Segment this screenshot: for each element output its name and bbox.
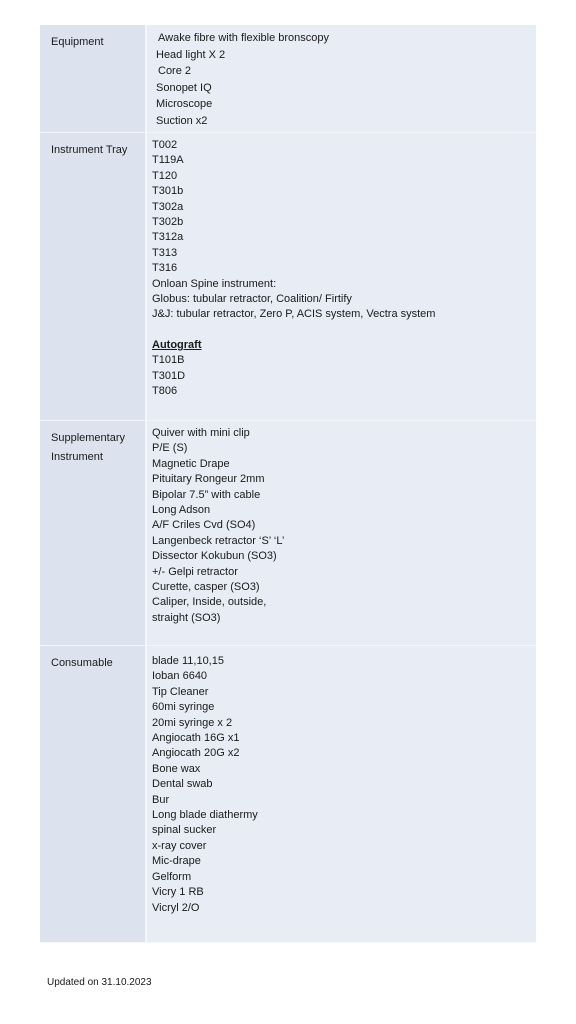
- list-item: Quiver with mini clip: [152, 427, 250, 439]
- list-item: Core 2: [158, 65, 192, 77]
- supplementary-list: [147, 421, 536, 645]
- list-item: T316: [152, 262, 178, 275]
- list-item: Magnetic Drape: [152, 457, 230, 470]
- row-label-supplementary: [40, 421, 147, 645]
- list-item: Awake fibre with flexible bronscopy: [158, 32, 329, 44]
- list-item: Curette, casper (SO3): [152, 581, 260, 594]
- list-item: Sonopet IQ: [156, 81, 212, 94]
- list-item: Head light X 2: [156, 48, 226, 61]
- list-item: Globus: tubular retractor, Coalition/ Firtify: [152, 293, 352, 306]
- autograft-heading: Autograft: [152, 338, 202, 351]
- list-item: T301D: [152, 369, 186, 382]
- table-row-supplementary: [40, 421, 536, 646]
- table-row-equipment: [40, 25, 536, 133]
- list-item: 60mi syringe: [152, 701, 215, 714]
- list-item: Angiocath 16G x1: [152, 732, 240, 745]
- list-item: P/E (S): [152, 442, 188, 455]
- list-item: Langenbeck retractor ‘S’ ‘L’: [152, 534, 285, 547]
- list-item: T301b: [152, 185, 184, 198]
- list-item: Gelform: [152, 870, 192, 883]
- list-item: Bur: [152, 793, 170, 806]
- list-item: Long blade diathermy: [152, 809, 258, 822]
- equipment-list: [147, 25, 536, 132]
- list-item: Bipolar 7.5” with cable: [152, 488, 261, 501]
- row-label-equipment: Equipment: [40, 25, 147, 132]
- list-item: Mic-drape: [152, 855, 201, 868]
- list-item: x-ray cover: [152, 839, 207, 852]
- list-item: Long Adson: [152, 504, 211, 517]
- list-item: +/- Gelpi retractor: [152, 565, 238, 578]
- list-item: spinal sucker: [152, 824, 217, 837]
- list-item: Microscope: [156, 98, 213, 110]
- list-item: Caliper, Inside, outside,: [152, 596, 267, 609]
- list-item: Vicry 1 RB: [152, 886, 204, 899]
- list-item: Dissector Kokubun (SO3): [152, 550, 277, 563]
- row-label-line: Instrument: [51, 451, 103, 463]
- row-label-consumable: Consumable: [40, 646, 147, 942]
- list-item: Pituitary Rongeur 2mm: [152, 473, 265, 486]
- list-item: T806: [152, 385, 178, 398]
- list-item: Vicryl 2/O: [152, 901, 200, 914]
- list-item: T119A: [152, 154, 184, 167]
- row-label-line: Supplementary: [51, 432, 125, 444]
- list-item: Bone wax: [152, 762, 201, 775]
- instrument-tray-list: [147, 133, 536, 420]
- list-item: Dental swab: [152, 778, 213, 791]
- list-item: Ioban 6640: [152, 670, 208, 683]
- list-item: 20mi syringe x 2: [152, 716, 233, 729]
- list-item: blade 11,10,15: [152, 655, 224, 667]
- updated-date-note: Updated on 31.10.2023: [47, 977, 152, 988]
- checklist-table: [40, 25, 536, 943]
- list-item: T313: [152, 246, 178, 259]
- row-label-instrument-tray: Instrument Tray: [40, 133, 147, 420]
- list-item: A/F Criles Cvd (SO4): [152, 519, 256, 532]
- table-row-consumable: [40, 646, 536, 943]
- list-item: T120: [152, 169, 178, 182]
- list-item: T312a: [152, 231, 184, 244]
- list-item: T101B: [152, 354, 185, 367]
- list-item: straight (SO3): [152, 611, 221, 624]
- list-item: T302a: [152, 200, 184, 213]
- list-item: Suction x2: [156, 114, 208, 127]
- list-item: Onloan Spine instrument:: [152, 277, 277, 290]
- list-item: T002: [152, 139, 178, 151]
- consumable-list: [147, 646, 536, 942]
- list-item: Tip Cleaner: [152, 685, 209, 698]
- list-item: T302b: [152, 216, 184, 229]
- list-item: Angiocath 20G x2: [152, 747, 240, 760]
- table-row-instrument-tray: [40, 133, 536, 421]
- list-item: J&J: tubular retractor, Zero P, ACIS system, Vectra system: [152, 308, 436, 321]
